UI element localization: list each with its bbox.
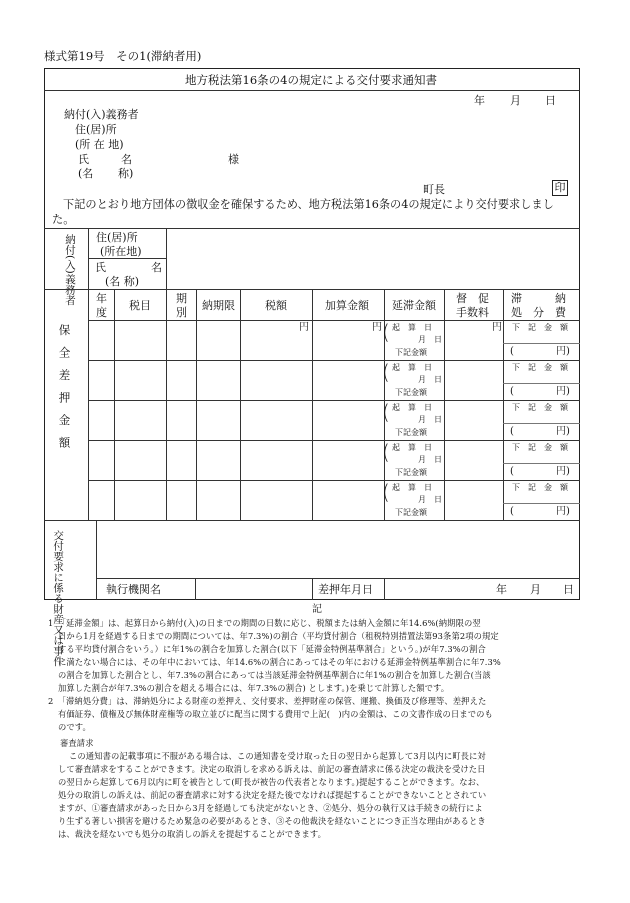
- payer-org-label: (名 称): [105, 275, 140, 288]
- entai-tsukihi-label: 月 日: [418, 455, 442, 464]
- divider: [114, 289, 115, 520]
- mayor-label: 町長: [423, 183, 445, 196]
- tainou-paren-close: 円): [556, 386, 570, 397]
- addressee-org-label-2: 称): [118, 167, 134, 180]
- note-1-line-6: 加算した割合が年7.3%の割合を超える場合には、年7.3%の割合) とします。)を乗じて計算した額です。: [58, 683, 450, 693]
- agency-label: 執行機関名: [106, 583, 161, 596]
- header-tokusoku-2: 手数料: [456, 306, 489, 319]
- tainou-paren-open: (: [510, 386, 514, 397]
- yen-mark-tokusoku: 円: [492, 322, 502, 333]
- appeal-line-3: の翌日から起算して6月以内に町を被告として(町長が被告の代表者となります。)提起することができます。なお、: [58, 777, 485, 787]
- divider: [240, 289, 241, 520]
- tainou-kakin-label: 下 記 金 額: [512, 483, 568, 492]
- divider: [503, 463, 580, 464]
- tainou-kakin-label: 下 記 金 額: [512, 403, 568, 412]
- header-kasan: 加算金額: [325, 299, 369, 312]
- divider: [196, 289, 197, 520]
- addressee-name-label-2: 名: [121, 153, 132, 166]
- note-1-line-2: 日から1月を経過する日までの期間については、年7.3%)の割合（平均貸付割合（租税特別措置法第93条第2項の規定: [58, 631, 499, 641]
- note-2-line-1: 2 「滞納処分費」は、滞納処分による財産の差押え、交付要求、差押財産の保管、運搬、換価及び修理等、差押えた: [48, 696, 487, 706]
- note-1-line-4: に満たない場合には、その年中においては、年14.6%の割合にあってはその年における延滞金特例基準割合に年7.3%: [58, 657, 501, 667]
- tainou-paren-open: (: [510, 506, 514, 517]
- intro-text-line2: た。: [52, 213, 75, 226]
- honorific-sama: 様: [228, 153, 239, 166]
- divider: [503, 503, 580, 504]
- divider: [44, 520, 580, 521]
- notes-heading: 記: [312, 604, 322, 615]
- tainou-paren-open: (: [510, 466, 514, 477]
- divider: [195, 578, 196, 600]
- divider: [312, 578, 313, 600]
- addressee-name-label-1: 氏: [78, 153, 89, 166]
- appeal-line-1: この通知書の記載事項に不服がある場合は、この通知書を受け取った日の翌日から起算して3月以内に町長に対: [69, 751, 486, 761]
- addressee-org-label-1: (名: [78, 167, 94, 180]
- tainou-kakin-label: 下 記 金 額: [512, 323, 568, 332]
- tainou-paren-close: 円): [556, 506, 570, 517]
- bracket-left: (: [382, 440, 390, 464]
- header-nendo-1: 年: [96, 292, 107, 305]
- header-tainou-1: 滞 納: [511, 292, 566, 305]
- entai-tsukihi-label: 月 日: [418, 335, 442, 344]
- divider: [96, 520, 97, 600]
- entai-kakin-label: 下記金額: [395, 348, 427, 357]
- bracket-left: (: [382, 480, 390, 504]
- divider: [88, 320, 580, 321]
- bracket-left: (: [382, 360, 390, 384]
- seizure-month: 月: [530, 583, 541, 596]
- entai-kisan-label: 起 算 日: [392, 443, 432, 452]
- entai-kakin-label: 下記金額: [395, 428, 427, 437]
- payer-vertical-label: 納付(入)義務者: [64, 234, 77, 306]
- divider: [88, 400, 580, 401]
- payer-address-label: 住(居)所: [96, 231, 138, 244]
- payer-name-label-1: 氏: [95, 261, 106, 274]
- note-1-line-1: 1 「延滞金額」は、起算日から納付(入)の日までの期間の日数に応じ、税額または納入金額に年14.6%(納期限の翌: [48, 618, 481, 628]
- form-number-label: 様式第19号 その1(滞納者用): [44, 49, 202, 63]
- tainou-paren-close: 円): [556, 346, 570, 357]
- header-zeimoku: 税目: [129, 299, 151, 312]
- date-year: 年: [474, 94, 485, 107]
- date-month: 月: [510, 94, 521, 107]
- divider: [166, 228, 167, 289]
- divider: [503, 343, 580, 344]
- tainou-kakin-label: 下 記 金 額: [512, 443, 568, 452]
- tainou-paren-close: 円): [556, 426, 570, 437]
- header-entai: 延滞金額: [392, 299, 436, 312]
- payer-name-label-2: 名: [151, 261, 162, 274]
- entai-kisan-label: 起 算 日: [392, 483, 432, 492]
- divider: [503, 423, 580, 424]
- appeal-line-5: ますが、①審査請求があった日から3月を経過しても決定がないとき、②処分、処分の執行又は手続きの続行によ: [58, 803, 483, 813]
- divider: [503, 289, 504, 520]
- entai-tsukihi-label: 月 日: [418, 495, 442, 504]
- header-kibetsu-1: 期: [176, 292, 187, 305]
- divider: [96, 578, 580, 579]
- addressee-location-label: (所 在 地): [75, 138, 124, 151]
- yen-mark-zeigaku: 円: [299, 322, 309, 333]
- seizure-year: 年: [496, 583, 507, 596]
- entai-kakin-label: 下記金額: [395, 388, 427, 397]
- addressee-address-label: 住(居)所: [75, 123, 117, 136]
- header-tainou-2: 処 分 費: [511, 306, 566, 319]
- form-title: 地方税法第16条の4の規定による交付要求通知書: [185, 73, 437, 87]
- intro-text-line1: 下記のとおり地方団体の徴収金を確保するため、地方税法第16条の4の規定により交付要求しまし: [63, 198, 554, 211]
- divider: [44, 228, 580, 229]
- entai-tsukihi-label: 月 日: [418, 415, 442, 424]
- entai-kisan-label: 起 算 日: [392, 403, 432, 412]
- divider: [88, 289, 89, 520]
- header-tokusoku-1: 督 促: [456, 292, 489, 305]
- entai-kisan-label: 起 算 日: [392, 323, 432, 332]
- appeal-heading: 審査請求: [60, 738, 94, 748]
- divider: [88, 480, 580, 481]
- appeal-line-6: り生ずる著しい損害を避けるため緊急の必要があるとき、③その他裁決を経ないことにつき正当な理由があるとき: [58, 816, 486, 826]
- tainou-kakin-label: 下 記 金 額: [512, 363, 568, 372]
- addressee-heading: 納付(入)義務者: [64, 108, 139, 121]
- divider: [88, 360, 580, 361]
- note-2-line-2: 有価証券、債権及び無体財産権等の取立並びに配当に関する費用で上記( )内の金額は、この文書作成の日までのも: [58, 709, 493, 719]
- divider: [44, 90, 580, 91]
- entai-tsukihi-label: 月 日: [418, 375, 442, 384]
- request-vertical-label: 交付要求に係る財産又は事件: [52, 530, 65, 667]
- date-day: 日: [545, 94, 556, 107]
- entai-kakin-label: 下記金額: [395, 468, 427, 477]
- divider: [503, 383, 580, 384]
- tainou-paren-close: 円): [556, 466, 570, 477]
- seizure-date-label: 差押年月日: [318, 583, 373, 596]
- appeal-line-2: して審査請求をすることができます。決定の取消しを求める訴えは、前記の審査請求に係る決定の裁決を受けた日: [58, 764, 486, 774]
- seizure-day: 日: [563, 583, 574, 596]
- entai-kakin-label: 下記金額: [395, 508, 427, 517]
- divider: [166, 289, 167, 520]
- divider: [444, 289, 445, 520]
- header-zeigaku: 税額: [265, 299, 287, 312]
- appeal-line-7: は、裁決を経ないでも処分の取消しの訴えを提起することができます。: [58, 829, 327, 839]
- tainou-paren-open: (: [510, 346, 514, 357]
- divider: [384, 578, 385, 600]
- note-2-line-3: のです。: [58, 722, 91, 732]
- header-nouki: 納期限: [202, 299, 235, 312]
- tainou-paren-open: (: [510, 426, 514, 437]
- divider: [88, 258, 166, 259]
- entai-kisan-label: 起 算 日: [392, 363, 432, 372]
- note-1-line-3: する平均貸付割合をいう。）に年1%の割合を加算した割合(以下「延滞金特例基準割合」という。)が年7.3%の割合: [58, 644, 486, 654]
- note-1-line-5: の割合を加算した割合とし、年7.3%の割合にあっては当該延滞金特例基準割合に年1%の割合を加算した割合(当該: [58, 670, 491, 680]
- section-label-hozen: 保全差押金額: [57, 324, 72, 459]
- header-nendo-2: 度: [96, 306, 107, 319]
- yen-mark-kasan: 円: [372, 322, 382, 333]
- appeal-line-4: 処分の取消しの訴えは、前記の審査請求に対する決定を経た後でなければ提起することができないこととされてい: [58, 790, 487, 800]
- header-kibetsu-2: 別: [176, 306, 187, 319]
- divider: [88, 440, 580, 441]
- bracket-left: (: [382, 320, 390, 344]
- payer-location-label: (所在地): [100, 245, 142, 258]
- divider: [312, 289, 313, 520]
- seal-box: 印: [552, 180, 568, 196]
- bracket-left: (: [382, 400, 390, 424]
